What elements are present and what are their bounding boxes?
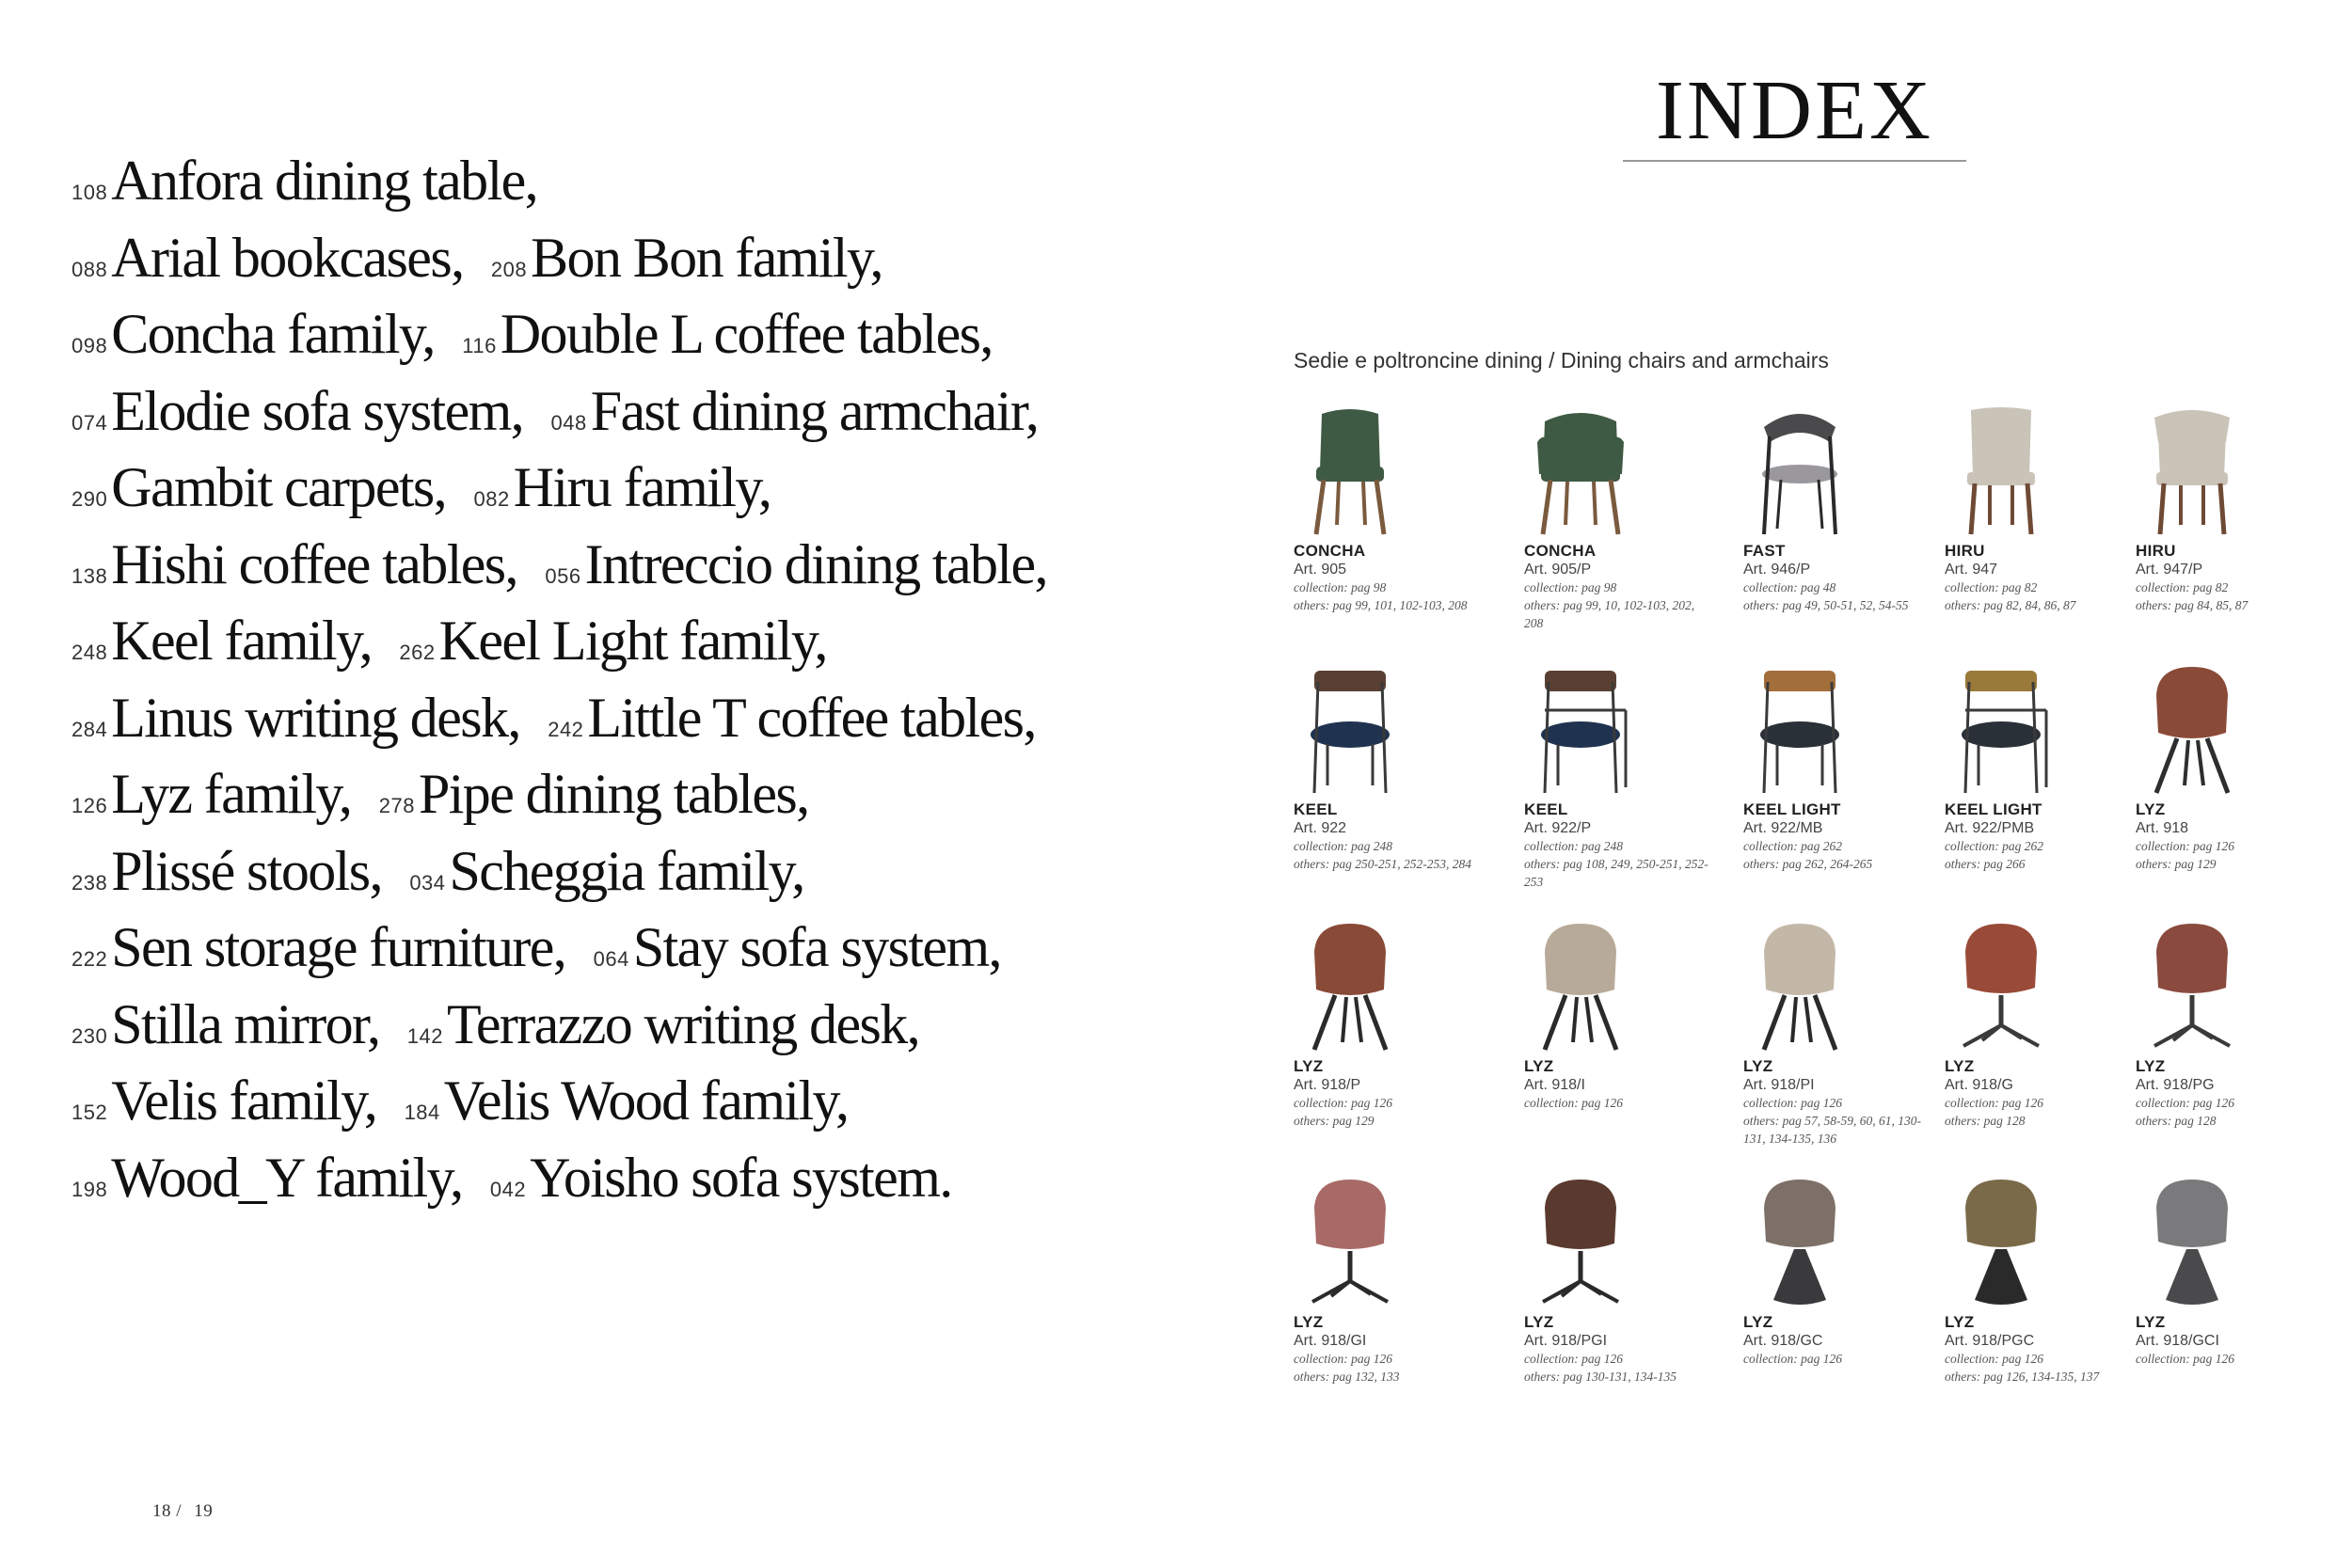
collection-reference: collection: pag 262 [1945,839,2043,853]
collection-reference: collection: pag 82 [1945,580,2038,594]
chair-image [2136,920,2249,1052]
left-page-number: 18 / [152,1501,183,1521]
index-product-name: Double L coffee tables, [500,303,993,365]
index-page-number: 098 [72,334,108,357]
article-number: Art. 922/P [1524,820,1592,836]
index-entry [72,227,464,289]
others-reference: others: pag 99, 10, 102-103, 202, 208 [1524,598,1695,630]
index-list [72,143,1050,1216]
index-product-name: Little T coffee tables, [587,686,1036,749]
index-line [72,296,1050,373]
others-reference: others: pag 57, 58-59, 60, 61, 130-131, 134-135, 136 [1743,1114,1921,1146]
index-entry [399,610,826,672]
chair-image [2136,663,2249,795]
product-name: LYZ [2136,1057,2166,1075]
article-number: Art. 905/P [1524,562,1592,578]
chair-image [1743,663,1856,795]
chair-image [1945,404,2058,536]
index-entry [550,380,1038,442]
article-number: Art. 922/MB [1743,820,1823,836]
product-name: HIRU [2136,542,2176,560]
chair-image [1945,920,2058,1052]
index-product-name: Anfora dining table, [111,150,538,212]
others-reference: others: pag 84, 85, 87 [2136,598,2249,612]
index-entry [409,840,803,902]
index-entry [72,533,517,595]
index-page-number: 138 [72,563,108,588]
article-number: Art. 918/GI [1294,1333,1367,1349]
index-line [72,833,1050,911]
article-number: Art. 947/P [2136,562,2203,578]
collection-reference: collection: pag 126 [2136,1096,2234,1110]
chair-image [2136,1176,2249,1307]
product-card [1294,920,1501,1130]
page-numbers [152,1501,220,1522]
others-reference: others: pag 262, 264-265 [1743,857,1873,871]
index-entry [72,1069,376,1132]
index-entry [72,456,446,518]
collection-reference: collection: pag 126 [1524,1096,1623,1110]
index-product-name: Terrazzo writing desk, [447,992,920,1055]
product-name: LYZ [1294,1057,1324,1075]
product-card [1743,404,1950,614]
collection-reference: collection: pag 126 [1945,1352,2043,1366]
index-line [72,987,1050,1064]
product-name: LYZ [1524,1313,1554,1331]
collection-reference: collection: pag 48 [1743,580,1836,594]
index-line [72,1063,1050,1140]
index-product-name: Keel Light family, [438,610,827,672]
others-reference: others: pag 108, 249, 250-251, 252-253 [1524,857,1708,889]
index-product-name: Keel family, [111,610,373,672]
article-number: Art. 918/GC [1743,1333,1823,1349]
index-line [72,373,1050,451]
product-card [1945,920,2152,1130]
product-card [2136,1176,2343,1368]
index-product-name: Lyz family, [111,763,352,825]
index-product-name: Stay sofa system, [632,916,1001,978]
collection-reference: collection: pag 126 [1294,1096,1392,1110]
chair-image [1743,404,1856,536]
product-card [1524,920,1731,1112]
page-title: INDEX [1656,64,1933,157]
product-name: KEEL LIGHT [1945,800,2042,818]
index-product-name: Concha family, [111,303,435,365]
index-page-number: 278 [378,794,415,817]
index-line [72,910,1050,987]
index-product-name: Velis family, [111,1069,377,1132]
others-reference: others: pag 129 [2136,857,2217,871]
index-page-number: 290 [72,487,108,511]
index-product-name: Hiru family, [513,456,771,518]
index-entry [72,763,351,825]
collection-reference: collection: pag 126 [2136,839,2234,853]
index-line [72,220,1050,297]
product-card [1945,404,2152,614]
chair-image [1524,404,1637,536]
chair-image [1945,663,2058,795]
others-reference: others: pag 130-131, 134-135 [1524,1370,1677,1384]
article-number: Art. 922 [1294,820,1347,836]
product-card [1945,1176,2152,1386]
index-page-number: 074 [72,410,108,435]
collection-reference: collection: pag 126 [1945,1096,2043,1110]
others-reference: others: pag 129 [1294,1114,1375,1128]
article-number: Art. 918/GCI [2136,1333,2219,1349]
article-number: Art. 918/PI [1743,1077,1815,1093]
product-name: LYZ [2136,1313,2166,1331]
index-entry [490,1147,952,1209]
collection-reference: collection: pag 126 [1294,1352,1392,1366]
index-line [72,527,1050,604]
product-card [1945,663,2152,873]
index-page-number: 238 [72,870,108,895]
product-name: CONCHA [1294,542,1366,560]
collection-reference: collection: pag 126 [1743,1352,1842,1366]
index-page-number: 152 [72,1101,108,1124]
product-card [1524,1176,1731,1386]
index-entry [548,687,1036,749]
product-name: CONCHA [1524,542,1597,560]
article-number: Art. 918/PGC [1945,1333,2035,1349]
others-reference: others: pag 49, 50-51, 52, 54-55 [1743,598,1909,612]
chair-image [1294,920,1406,1052]
chair-image [1294,404,1406,536]
collection-reference: collection: pag 98 [1294,580,1387,594]
others-reference: others: pag 99, 101, 102-103, 208 [1294,598,1468,612]
article-number: Art. 947 [1945,562,1998,578]
chair-image [1524,920,1637,1052]
product-name: LYZ [1743,1313,1773,1331]
index-entry [72,150,537,212]
others-reference: others: pag 132, 133 [1294,1370,1400,1384]
index-entry [72,610,372,672]
article-number: Art. 918/I [1524,1077,1585,1093]
product-name: KEEL [1524,800,1568,818]
chair-image [1524,1176,1637,1307]
product-card [1743,920,1950,1148]
index-line [72,756,1050,833]
collection-reference: collection: pag 248 [1294,839,1392,853]
index-page-number: 048 [550,410,587,435]
index-entry [474,456,771,518]
index-product-name: Scheggia family, [449,839,804,902]
index-product-name: Intreccio dining table, [584,532,1047,595]
product-grid [1294,404,2300,1402]
chair-image [1743,1176,1856,1307]
index-line [72,1140,1050,1217]
product-card [1743,1176,1950,1368]
title-underline [1623,160,1966,162]
collection-reference: collection: pag 248 [1524,839,1623,853]
index-entry [462,303,993,365]
others-reference: others: pag 266 [1945,857,2026,871]
collection-reference: collection: pag 262 [1743,839,1842,853]
index-page-number: 248 [72,641,108,664]
collection-reference: collection: pag 126 [2136,1352,2234,1366]
product-name: LYZ [1294,1313,1324,1331]
index-page-number: 126 [72,794,108,817]
index-page-number: 222 [72,947,108,971]
index-entry [545,533,1047,595]
index-product-name: Bon Bon family, [531,226,882,289]
index-entry [407,993,919,1055]
index-line [72,450,1050,527]
index-entry [72,303,435,365]
index-page-number: 230 [72,1023,108,1048]
product-name: LYZ [2136,800,2166,818]
index-entry [72,1147,462,1209]
product-card [1743,663,1950,873]
index-page-number: 142 [406,1023,444,1048]
index-page-number: 056 [545,563,581,588]
chair-image [1743,920,1856,1052]
index-page-number: 042 [489,1177,527,1201]
product-name: LYZ [1743,1057,1773,1075]
product-card [2136,920,2343,1130]
product-card [1294,404,1501,614]
index-product-name: Yoisho sofa system. [530,1146,952,1209]
chair-image [2136,404,2249,536]
index-line [72,603,1050,680]
index-page-number: 284 [72,717,108,741]
others-reference: others: pag 128 [1945,1114,2026,1128]
collection-reference: collection: pag 82 [2136,580,2229,594]
index-page-number: 184 [404,1101,440,1124]
article-number: Art. 918/G [1945,1077,2013,1093]
product-card [1294,1176,1501,1386]
collection-reference: collection: pag 98 [1524,580,1617,594]
chair-image [1945,1176,2058,1307]
index-product-name: Hishi coffee tables, [111,532,517,595]
index-line [72,680,1050,757]
index-page-number: 064 [593,947,629,971]
product-name: KEEL LIGHT [1743,800,1841,818]
index-entry [379,763,809,825]
chair-image [1524,663,1637,795]
index-line [72,143,1050,220]
index-product-name: Fast dining armchair, [590,379,1039,442]
product-card [1524,663,1731,891]
article-number: Art. 946/P [1743,562,1811,578]
index-page-number: 208 [490,257,528,281]
right-page-number: 19 [194,1501,214,1521]
index-product-name: Sen storage furniture, [111,916,566,978]
index-product-name: Velis Wood family, [443,1069,849,1132]
index-page-number: 088 [72,257,108,281]
product-name: FAST [1743,542,1786,560]
index-page-number: 034 [409,870,446,895]
product-name: LYZ [1945,1313,1975,1331]
index-page-number: 262 [399,641,436,664]
article-number: Art. 918/PGI [1524,1333,1608,1349]
article-number: Art. 918/P [1294,1077,1361,1093]
index-product-name: Elodie sofa system, [111,379,524,442]
product-name: LYZ [1945,1057,1975,1075]
article-number: Art. 905 [1294,562,1347,578]
index-page-number: 116 [462,334,497,357]
product-card [1524,404,1731,632]
index-page-number: 198 [72,1177,108,1201]
article-number: Art. 918 [2136,820,2189,836]
index-product-name: Linus writing desk, [111,686,520,749]
index-product-name: Arial bookcases, [111,226,464,289]
section-heading: Sedie e poltroncine dining / Dining chairs and armchairs [1294,348,1829,372]
article-number: Art. 922/PMB [1945,820,2035,836]
collection-reference: collection: pag 126 [1524,1352,1623,1366]
index-product-name: Pipe dining tables, [418,763,809,825]
collection-reference: collection: pag 126 [1743,1096,1842,1110]
index-entry [72,687,520,749]
index-page-number: 242 [548,717,584,741]
index-entry [72,840,382,902]
others-reference: others: pag 250-251, 252-253, 284 [1294,857,1471,871]
index-product-name: Plissé stools, [111,839,382,902]
index-entry [491,227,882,289]
chair-image [1294,663,1406,795]
product-name: HIRU [1945,542,1985,560]
index-product-name: Wood_Y family, [111,1146,463,1209]
index-page-number: 082 [473,487,510,511]
product-name: LYZ [1524,1057,1554,1075]
index-entry [405,1069,849,1132]
index-entry [72,993,379,1055]
others-reference: others: pag 82, 84, 86, 87 [1945,598,2076,612]
index-entry [72,916,565,978]
product-name: KEEL [1294,800,1338,818]
product-card [1294,663,1501,873]
index-product-name: Gambit carpets, [111,456,447,518]
index-page-number: 108 [72,181,108,204]
product-card [2136,404,2343,614]
others-reference: others: pag 126, 134-135, 137 [1945,1370,2100,1384]
index-product-name: Stilla mirror, [111,992,380,1055]
product-card [2136,663,2343,873]
index-entry [72,380,523,442]
article-number: Art. 918/PG [2136,1077,2215,1093]
index-entry [594,916,1001,978]
others-reference: others: pag 128 [2136,1114,2217,1128]
chair-image [1294,1176,1406,1307]
